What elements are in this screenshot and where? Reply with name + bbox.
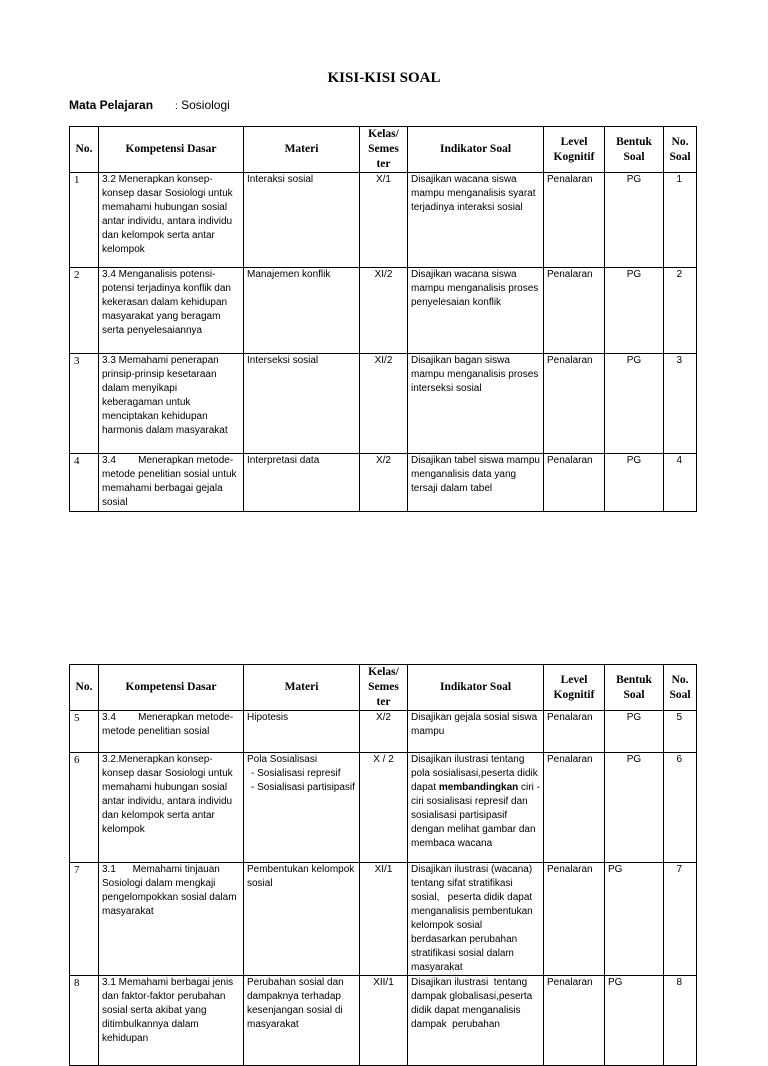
cell-level: Penalaran [544, 354, 605, 454]
cell-kompetensi-dasar: 3.4 Menganalisis potensi-potensi terjadinya konflik dan kekerasan dalam kehidupan masyarakat yang beragam serta penyelesaiannya [99, 268, 244, 354]
header-kelas-line: Kelas/ [368, 666, 399, 678]
cell-level: Penalaran [544, 753, 605, 863]
header-bentuk-soal [605, 127, 664, 173]
cell-materi: Manajemen konflik [244, 268, 360, 354]
header-level-line: Level [560, 135, 588, 148]
cell-no: 3 [70, 354, 99, 454]
cell-bentuk: PG [605, 454, 664, 512]
cell-no: 1 [70, 173, 99, 268]
cell-level: Penalaran [544, 454, 605, 512]
header-indikator-soal: Indikator Soal [408, 127, 544, 173]
cell-level: Penalaran [544, 863, 605, 976]
materi-title: Pola Sosialisasi [247, 754, 318, 765]
cell-no: 2 [70, 268, 99, 354]
cell-no-soal: 8 [664, 976, 697, 1066]
cell-kompetensi-dasar: 3.3 Memahami penerapan prinsip-prinsip kesetaraan dalam menyikapi keberagaman untuk menciptakan kehidupan harmonis dalam masyarakat [99, 354, 244, 454]
header-nosoal-line: No. [671, 673, 689, 686]
cell-no-soal: 7 [664, 863, 697, 976]
cell-indikator: Disajikan ilustrasi (wacana) tentang sifat stratifikasi sosial, peserta didik dapat menganalisis pembentukan kelompok sosial berdasarkan perubahan stratifikasi sosial dalam masyarakat [408, 863, 544, 976]
table-row [70, 976, 697, 1066]
header-row [70, 127, 697, 173]
header-no-soal [664, 127, 697, 173]
header-kelas-line: ter [376, 158, 391, 170]
header-no-soal [664, 665, 697, 711]
cell-no: 8 [70, 976, 99, 1066]
cell-level: Penalaran [544, 711, 605, 753]
cell-kompetensi-dasar: 3.4 Menerapkan metode-metode penelitian sosial [99, 711, 244, 753]
cell-no-soal: 4 [664, 454, 697, 512]
cell-indikator: Disajikan bagan siswa mampu menganalisis proses interseksi sosial [408, 354, 544, 454]
cell-kelas: XII/1 [360, 976, 408, 1066]
header-kelas-semester [360, 665, 408, 711]
header-kelas-line: Semes [368, 681, 399, 693]
header-materi: Materi [244, 127, 360, 173]
cell-bentuk: PG [605, 711, 664, 753]
cell-level: Penalaran [544, 976, 605, 1066]
table-row [70, 454, 697, 512]
cell-no-soal: 3 [664, 354, 697, 454]
header-row [70, 665, 697, 711]
materi-list-item: - Sosialisasi partisipasif [251, 782, 355, 793]
cell-materi: Pembentukan kelompok sosial [244, 863, 360, 976]
cell-materi: Interpretasi data [244, 454, 360, 512]
kisi-table-2 [69, 664, 697, 1066]
kisi-table-1 [69, 126, 697, 512]
cell-kelas: X / 2 [360, 753, 408, 863]
indikator-text: ciri -ciri sosialisasi represif dan sosialisasi partisipasif dengan melihat gambar dan membaca wacana [411, 782, 540, 849]
header-nosoal-line: No. [671, 135, 689, 148]
cell-bentuk: PG [605, 268, 664, 354]
cell-bentuk: PG [605, 173, 664, 268]
cell-no-soal: 5 [664, 711, 697, 753]
cell-level: Penalaran [544, 268, 605, 354]
subject-value: Sosiologi [181, 98, 230, 112]
cell-kelas: XI/2 [360, 354, 408, 454]
header-level-kognitif [544, 127, 605, 173]
cell-materi: Interseksi sosial [244, 354, 360, 454]
header-materi: Materi [244, 665, 360, 711]
table-row [70, 711, 697, 753]
header-nosoal-line: Soal [669, 150, 691, 163]
header-bentuk-soal [605, 665, 664, 711]
subject-line [69, 98, 230, 112]
cell-indikator: Disajikan tabel siswa mampu menganalisis data yang tersaji dalam tabel [408, 454, 544, 512]
cell-no-soal: 1 [664, 173, 697, 268]
cell-no: 6 [70, 753, 99, 863]
header-kelas-semester [360, 127, 408, 173]
indikator-emphasis: membandingkan [438, 782, 519, 793]
cell-kelas: XI/1 [360, 863, 408, 976]
header-nosoal-line: Soal [669, 688, 691, 701]
cell-kelas: X/2 [360, 711, 408, 753]
header-kelas-line: Semes [368, 143, 399, 155]
cell-no: 5 [70, 711, 99, 753]
table-row [70, 173, 697, 268]
cell-bentuk: PG [605, 863, 664, 976]
cell-indikator: Disajikan wacana siswa mampu menganalisis syarat terjadinya interaksi sosial [408, 173, 544, 268]
header-bentuk-line: Soal [623, 688, 645, 701]
table-row [70, 863, 697, 976]
cell-materi: Perubahan sosial dan dampaknya terhadap kesenjangan sosial di masyarakat [244, 976, 360, 1066]
cell-kompetensi-dasar: 3.1 Memahami tinjauan Sosiologi dalam mengkaji pengelompokkan sosial dalam masyarakat [99, 863, 244, 976]
cell-materi: Hipotesis [244, 711, 360, 753]
cell-kelas: X/2 [360, 454, 408, 512]
table-row [70, 354, 697, 454]
cell-materi: Interaksi sosial [244, 173, 360, 268]
cell-materi [244, 753, 360, 863]
table-row [70, 753, 697, 863]
cell-no-soal: 2 [664, 268, 697, 354]
header-level-line: Kognitif [553, 688, 595, 701]
cell-indikator: Disajikan wacana siswa mampu menganalisis proses penyelesaian konflik [408, 268, 544, 354]
cell-bentuk: PG [605, 753, 664, 863]
cell-kompetensi-dasar: 3.1 Memahami berbagai jenis dan faktor-faktor perubahan sosial serta akibat yang ditimbulkannya dalam kehidupan [99, 976, 244, 1066]
header-no: No. [70, 127, 99, 173]
cell-indikator: Disajikan ilustrasi tentang dampak globalisasi,peserta didik dapat menganalisis dampak perubahan [408, 976, 544, 1066]
header-kelas-line: ter [376, 696, 391, 708]
cell-bentuk: PG [605, 354, 664, 454]
header-level-line: Kognitif [553, 150, 595, 163]
header-indikator-soal: Indikator Soal [408, 665, 544, 711]
cell-kompetensi-dasar: 3.2 Menerapkan konsep-konsep dasar Sosiologi untuk memahami hubungan sosial antar individu, antara individu dan kelompok serta antar kelompok [99, 173, 244, 268]
header-kompetensi-dasar: Kompetensi Dasar [99, 665, 244, 711]
cell-level: Penalaran [544, 173, 605, 268]
cell-kelas: XI/2 [360, 268, 408, 354]
header-bentuk-line: Soal [623, 150, 645, 163]
header-bentuk-line: Bentuk [616, 673, 652, 686]
header-kelas-line: Kelas/ [368, 128, 399, 140]
header-level-line: Level [560, 673, 588, 686]
header-no: No. [70, 665, 99, 711]
cell-kelas: X/1 [360, 173, 408, 268]
cell-no-soal: 6 [664, 753, 697, 863]
table-row [70, 268, 697, 354]
cell-kompetensi-dasar: 3.4 Menerapkan metode-metode penelitian sosial untuk memahami berbagai gejala sosial [99, 454, 244, 512]
header-bentuk-line: Bentuk [616, 135, 652, 148]
subject-colon: : [175, 101, 178, 112]
indikator-text: Disajikan ilustrasi tentang pola sosialisasi,peserta didik dapat [411, 754, 538, 793]
subject-label: Mata Pelajaran [69, 98, 154, 112]
cell-no: 7 [70, 863, 99, 976]
cell-bentuk: PG [605, 976, 664, 1066]
cell-indikator [408, 753, 544, 863]
header-level-kognitif [544, 665, 605, 711]
cell-indikator: Disajikan gejala sosial siswa mampu [408, 711, 544, 753]
materi-list-item: - Sosialisasi represif [251, 768, 341, 779]
cell-kompetensi-dasar: 3.2.Menerapkan konsep-konsep dasar Sosiologi untuk memahami hubungan sosial antar individu, antara individu dan kelompok serta antar kelompok [99, 753, 244, 863]
header-kompetensi-dasar: Kompetensi Dasar [99, 127, 244, 173]
cell-no: 4 [70, 454, 99, 512]
document-title: KISI-KISI SOAL [327, 70, 441, 86]
